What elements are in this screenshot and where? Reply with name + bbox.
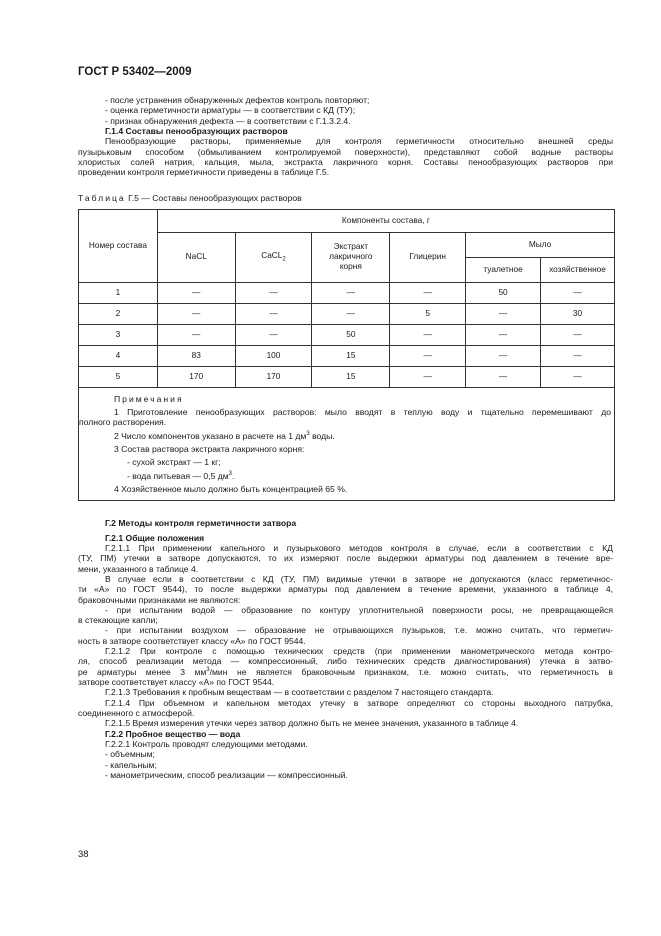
table-cell: — <box>312 282 390 303</box>
text-line: проведении контроля герметичности приведены в таблице Г.5. <box>78 167 330 178</box>
page-number: 38 <box>78 849 89 860</box>
text-line: ность в затворе соответствует классу «А» по ГОСТ 9544. <box>78 635 306 646</box>
table-cell: — <box>466 345 541 366</box>
list-item: - капельным; <box>105 759 157 770</box>
note-2: 2 Число компонентов указано в расчете на 1 $дм^3$ воды. <box>114 430 335 441</box>
text-line: затворе соответствует классу «А» по ГОСТ 9544. <box>78 677 275 687</box>
text-line: Г.2.2.1 Контроль проводят следующими методами. <box>105 738 308 749</box>
table-cell: — <box>541 324 615 345</box>
col-header-extract: Экстракт лакричного корня <box>312 232 390 282</box>
table-cell: 4 <box>79 345 158 366</box>
text-line: ти «А» по ГОСТ 9544), то после выдержки арматуры под давлением в течение времени, указанного в таблице 4, <box>78 584 613 595</box>
text-line: соединенного с атмосферой. <box>78 707 195 718</box>
compositions-table <box>78 209 615 388</box>
table-cell: — <box>466 366 541 387</box>
note-1: 1 Приготовление пенообразующих растворов: мыло вводят в теплую воду и тщательно перемешивают до <box>114 407 611 418</box>
table-cell: 83 <box>157 345 235 366</box>
table-cell: 15 <box>312 345 390 366</box>
table-cell: 3 <box>79 324 158 345</box>
list-item: - объемным; <box>105 749 155 760</box>
list-item: - оценка герметичности арматуры — в соответствии с КД (ТУ); <box>105 105 356 116</box>
table-cell: — <box>466 324 541 345</box>
list-item: - признак обнаружения дефекта — в соответствии с Г.1.3.2.4. <box>105 115 351 126</box>
table-cell: 2 <box>79 303 158 324</box>
table-cell: — <box>157 282 235 303</box>
text-line: (ТУ, ПМ) утечки в затворе допускаются, то их измеряют после выдержки арматуры под давлением в течение вре- <box>78 553 613 564</box>
table-cell: 5 <box>390 303 466 324</box>
text-line: мени, указанного в таблице 4. <box>78 563 199 574</box>
col-header-soap-household: хозяйственное <box>541 257 615 282</box>
note-1-cont: полного растворения. <box>79 417 167 428</box>
paragraph <box>78 136 613 177</box>
table-row <box>79 366 615 387</box>
table-cell: — <box>235 303 312 324</box>
text-line: Г.2.1.2 При контроле с помощью технических средств (при применении манометрического метода контро- <box>105 646 613 657</box>
note-3: 3 Состав раствора экстракта лакричного корня: <box>114 444 305 455</box>
col-header-soap-toilet: туалетное <box>466 257 541 282</box>
table-cell: 100 <box>235 345 312 366</box>
subsection-heading: Г.2.1 Общие положения <box>105 532 205 543</box>
table-row <box>79 324 615 345</box>
table-cell: — <box>157 303 235 324</box>
text-line: в стекающие капли; <box>78 615 158 626</box>
table-cell: 15 <box>312 366 390 387</box>
table-cell: 30 <box>541 303 615 324</box>
text-line: хлористых солей натрия, кальция, мыла, экстракта лакричного корня. Составы пенообразующих растворов при <box>78 156 613 167</box>
table-cell: — <box>157 324 235 345</box>
table-cell: — <box>541 345 615 366</box>
table-cell: — <box>541 366 615 387</box>
list-item: - после устранения обнаруженных дефектов контроль повторяют; <box>105 95 370 105</box>
table-caption: Таблица Г.5 — Составы пенообразующих растворов <box>78 192 302 203</box>
text-line: пузырьковым способом (обмыливанием контролируемой поверхности), представляют собой водные растворы <box>78 146 613 157</box>
table-cell: — <box>390 324 466 345</box>
col-header-cacl: CaCL$_2$ <box>235 232 312 282</box>
text-line: Пенообразующие растворы, применяемые для контроля герметичности относительно внешней среды <box>105 136 613 147</box>
table-row <box>79 345 615 366</box>
table-cell: — <box>390 366 466 387</box>
table-cell: — <box>235 324 312 345</box>
text-line: Г.2.1.1 При применении капельного и пузырькового методов контроля в случае, если в соответствии с КД <box>105 542 613 553</box>
col-header-number: Номер состава <box>79 209 158 282</box>
text-line: браковочными признаками не являются: <box>78 594 241 605</box>
col-header-nacl: NaCL <box>157 232 235 282</box>
text-line: ре арматуры менее 3 $мм^3$/мин не является браковочным признаком, т.е. можно считать, что герметичность в <box>78 666 613 677</box>
col-header-soap: Мыло <box>466 232 615 257</box>
table-cell: — <box>466 303 541 324</box>
text-line: Г.2.1.5 Время измерения утечки через затвор должно быть не менее значения, указанного в таблице 4. <box>105 718 519 729</box>
subsection-heading: Г.2.2 Пробное вещество — вода <box>105 728 241 739</box>
table-row <box>79 303 615 324</box>
col-header-glycerin: Глицерин <box>390 232 466 282</box>
text-line: - при испытании воздухом — образование не отрывающихся пузырьков, т.е. можно считать, что герметич- <box>105 625 613 636</box>
text-line: Г.2.1.4 При объемном и капельном методах утечку в затворе определяют со стороны выходного патрубка, <box>105 697 613 708</box>
page-content <box>78 95 613 780</box>
table-cell: — <box>541 282 615 303</box>
section-heading: Г.1.4 Составы пенообразующих растворов <box>105 125 288 136</box>
text-line: Г.2.1.3 Требования к пробным веществам — в соответствии с разделом 7 настоящего стандарта. <box>105 687 494 698</box>
table-cell: 170 <box>157 366 235 387</box>
note-4: 4 Хозяйственное мыло должно быть концентрацией 65 %. <box>114 484 348 494</box>
table-cell: — <box>390 282 466 303</box>
table-cell: — <box>390 345 466 366</box>
col-header-group: Компоненты состава, г <box>157 209 614 232</box>
table-notes <box>78 388 615 502</box>
table-cell: 170 <box>235 366 312 387</box>
table-cell: — <box>235 282 312 303</box>
notes-title: Примечания <box>114 393 184 404</box>
section-heading: Г.2 Методы контроля герметичности затвора <box>105 518 297 529</box>
text-line: В случае если в соответствии с КД (ТУ, ПМ) видимые утечки в затворе не допускаются (класс герметичнос- <box>105 573 613 584</box>
text-line: - при испытании водой — образование по контуру уплотнительной поверхности росы, не превращающейся <box>105 604 613 615</box>
note-3-item: - сухой экстракт — 1 кг; <box>127 457 221 468</box>
table-cell: 5 <box>79 366 158 387</box>
table-cell: 50 <box>312 324 390 345</box>
note-3-item: - вода питьевая — 0,5 $дм^3$. <box>127 470 235 481</box>
list-item: - манометрическим, способ реализации — компрессионный. <box>105 769 348 780</box>
document-header: ГОСТ Р 53402—2009 <box>78 66 192 78</box>
table-row <box>79 282 615 303</box>
table-cell: — <box>312 303 390 324</box>
table-cell: 50 <box>466 282 541 303</box>
table-cell: 1 <box>79 282 158 303</box>
text-line: ля, способ реализации метода — компрессионный, либо технических средств диагностирования) утечка в затво- <box>78 656 613 667</box>
